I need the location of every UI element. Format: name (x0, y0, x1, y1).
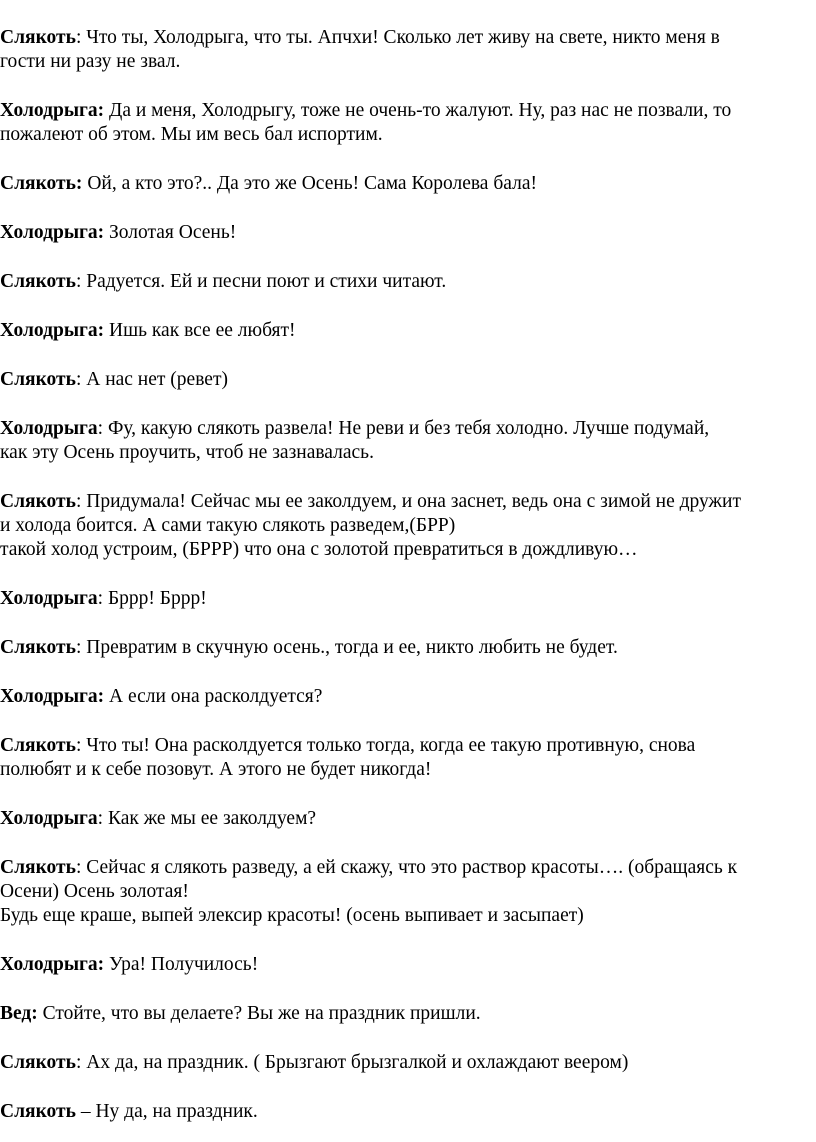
dialogue-text: Фу, какую слякоть развела! Не реви и без тебя холодно. Лучше подумай, (107, 418, 710, 439)
dialogue-text: Бррр! Бррр! (107, 588, 207, 609)
dialogue-line-8 (0, 417, 816, 465)
dialogue-line-7 (0, 368, 816, 392)
speaker-separator: : (97, 808, 108, 829)
dialogue-text: Как же мы ее заколдуем? (107, 808, 317, 829)
speaker-separator: : (97, 588, 108, 609)
dialogue-line-6 (0, 319, 816, 343)
speaker-name: Слякоть (0, 271, 76, 292)
dialogue-text: Будь еще краше, выпей элексир красоты! (осень выпивает и засыпает) (0, 905, 584, 926)
dialogue-text: А нас нет (ревет) (86, 369, 228, 390)
speaker-name: Слякоть (0, 857, 76, 878)
speaker-separator: : (75, 369, 87, 390)
speaker-separator: : (75, 857, 87, 878)
dialogue-line-19 (0, 1100, 816, 1124)
speaker-separator: : (75, 735, 87, 756)
speaker-name: Слякоть (0, 637, 76, 658)
dialogue-text: Сейчас я слякоть разведу, а ей скажу, что это раствор красоты…. (обращаясь к (86, 857, 738, 878)
speaker-name: Холодрыга (0, 588, 98, 609)
dialogue-line-15 (0, 856, 816, 928)
dialogue-line-16 (0, 953, 816, 977)
dialogue-line-5 (0, 270, 816, 294)
speaker-name: Вед: (0, 1003, 38, 1024)
dialogue-line-1 (0, 26, 816, 74)
dialogue-line-3 (0, 172, 816, 196)
speaker-name: Холодрыга (0, 418, 98, 439)
speaker-name: Слякоть (0, 1101, 76, 1122)
speaker-name: Холодрыга (0, 808, 98, 829)
dialogue-line-11 (0, 636, 816, 660)
speaker-separator: : (75, 27, 87, 48)
speaker-separator: : (75, 271, 87, 292)
dialogue-text: Ура! Получилось! (109, 954, 259, 975)
dialogue-line-18 (0, 1051, 816, 1075)
dialogue-line-4 (0, 221, 816, 245)
dialogue-text: Стойте, что вы делаете? Вы же на праздник пришли. (42, 1003, 481, 1024)
dialogue-line-12 (0, 685, 816, 709)
dialogue-line-10 (0, 587, 816, 611)
speaker-name: Слякоть (0, 27, 76, 48)
dialogue-line-13 (0, 734, 816, 782)
dialogue-text: и холода боится. А сами такую слякоть разведем,(БРР) (0, 515, 456, 536)
dialogue-line-14 (0, 807, 816, 831)
speaker-name: Слякоть (0, 735, 76, 756)
speaker-separator: : (75, 491, 87, 512)
dialogue-text: Ой, а кто это?.. Да это же Осень! Сама Королева бала! (87, 173, 537, 194)
dialogue-text: Золотая Осень! (109, 222, 237, 243)
dialogue-text: Ну да, на праздник. (95, 1101, 258, 1122)
dialogue-text: Придумала! Сейчас мы ее заколдуем, и она заснет, ведь она с зимой не дружит (86, 491, 741, 512)
dialogue-text: полюбят и к себе позовут. А этого не будет никогда! (0, 759, 432, 780)
speaker-separator: – (75, 1101, 96, 1122)
dialogue-text: такой холод устроим, (БРРР) что она с золотой превратиться в дождливую… (0, 539, 638, 560)
dialogue-text: А если она расколдуется? (109, 686, 323, 707)
speaker-name: Слякоть (0, 369, 76, 390)
speaker-name: Холодрыга: (0, 320, 105, 341)
speaker-name: Холодрыга: (0, 100, 105, 121)
speaker-separator: : (75, 1052, 87, 1073)
dialogue-text: гости ни разу не звал. (0, 51, 181, 72)
speaker-name: Холодрыга: (0, 222, 105, 243)
speaker-name: Холодрыга: (0, 954, 105, 975)
dialogue-text: Радуется. Ей и песни поют и стихи читают. (86, 271, 447, 292)
dialogue-text: Ах да, на праздник. ( Брызгают брызгалкой и охлаждают веером) (86, 1052, 629, 1073)
dialogue-line-17 (0, 1002, 816, 1026)
dialogue-text: как эту Осень проучить, чтоб не зазнавалась. (0, 442, 374, 463)
dialogue-text: Ишь как все ее любят! (109, 320, 296, 341)
dialogue-text: пожалеют об этом. Мы им весь бал испортим. (0, 124, 383, 145)
speaker-name: Холодрыга: (0, 686, 105, 707)
speaker-name: Слякоть (0, 491, 76, 512)
speaker-name: Слякоть: (0, 173, 83, 194)
speaker-separator: : (75, 637, 87, 658)
dialogue-text: Что ты! Она расколдуется только тогда, когда ее такую противную, снова (86, 735, 696, 756)
dialogue-text: Что ты, Холодрыга, что ты. Апчхи! Сколько лет живу на свете, никто меня в (86, 27, 720, 48)
dialogue-text: Да и меня, Холодрыгу, тоже не очень-то жалуют. Ну, раз нас не позвали, то (109, 100, 732, 121)
dialogue-line-2 (0, 99, 816, 147)
dialogue-line-9 (0, 490, 816, 562)
dialogue-text: Осени) Осень золотая! (0, 881, 189, 902)
speaker-name: Слякоть (0, 1052, 76, 1073)
dialogue-text: Превратим в скучную осень., тогда и ее, никто любить не будет. (86, 637, 618, 658)
speaker-separator: : (97, 418, 108, 439)
